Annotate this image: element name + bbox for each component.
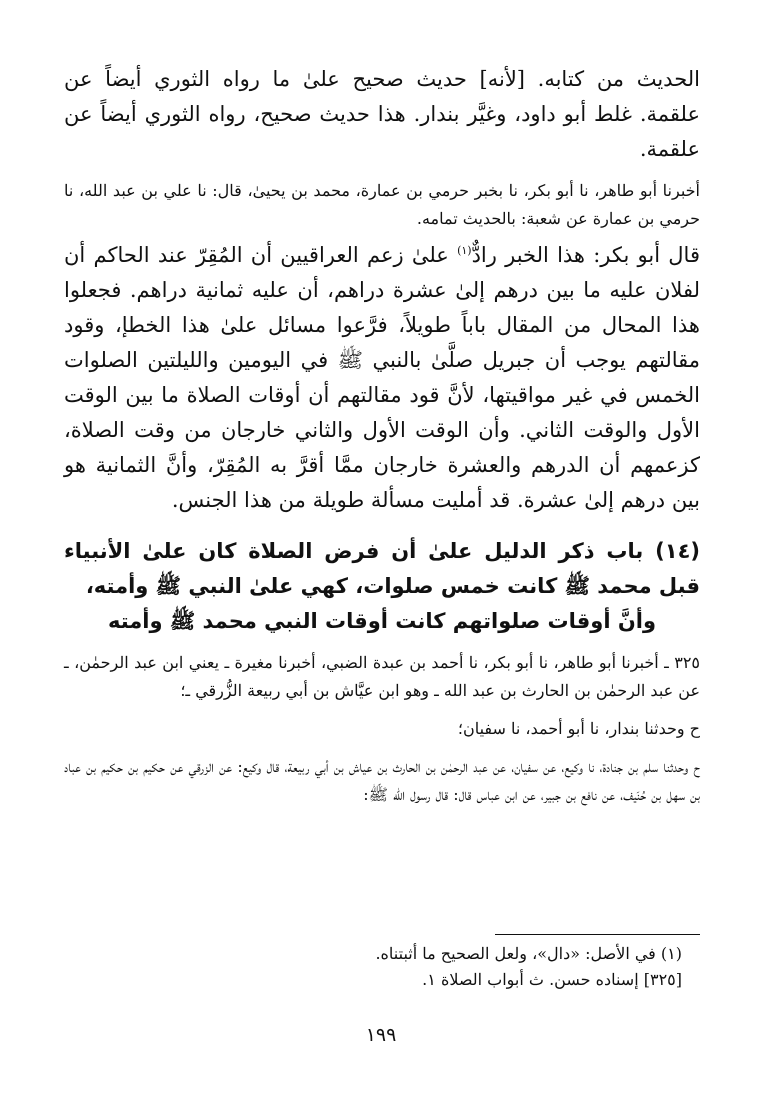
hadith-325-third-chain: ح وحدثنا سلم بن جنادة، نا وكيع، عن سفيان، عن عبد الرحمٰن بن الحارث بن عياش بن أبي ربيعة، قال وكيع: عن الزرقي عن حكيم بن حكيم بن عباد بن سهل بن حُنَيف، عن نافع بن جبير، عن ابن عباس قال: قال رسول الله ﷺ: <box>64 757 700 804</box>
paragraph-abu-bakr <box>64 233 700 518</box>
page-number: ١٩٩ <box>365 1024 397 1046</box>
page-body <box>64 62 700 809</box>
footnote-325: [٣٢٥] إسناده حسن. ث أبواب الصلاة ١. <box>422 970 682 989</box>
footnotes <box>64 934 700 993</box>
abu-bakr-text-start: قال أبو بكر: هذا الخبر رادٌّ <box>471 243 700 267</box>
chapter-heading <box>64 534 700 639</box>
footnote-divider <box>495 934 700 935</box>
footnote-1: (١) في الأصل: «دال»، ولعل الصحيح ما أثبتناه. <box>375 944 682 963</box>
abu-bakr-text-rest: علىٰ زعم العراقيين أن المُقِرّ عند الحاكم أن لفلان عليه ما بين درهم إلىٰ عشرة دراهم، أن عليه ثمانية دراهم. فجعلوا هذا المحال من المقال باباً طويلاً، فرَّعوا مسائل علىٰ هذا الخطإ، وقود مقالتهم يوجب أن جبريل صلَّىٰ بالنبي ﷺ في اليومين والليلتين الصلوات الخمس في غير مواقيتها، لأنَّ قود مقالتهم أن أوقات الصلاة ما بين الوقت الأول والوقت الثاني. وأن الوقت الأول والثاني خارجان من وقت الصلاة، كزعمهم أن الدرهم والعشرة خارجان ممَّا أقرَّ به المُقِرّ، وأنَّ الثمانية هو بين درهم إلىٰ عشرة. قد أمليت مسألة طويلة من هذا الجنس. <box>64 243 700 512</box>
footnote-ref-1: (١) <box>457 244 472 257</box>
hadith-325-second-chain: ح وحدثنا بندار، نا أبو أحمد، نا سفيان؛ <box>457 719 700 738</box>
paragraph-isnad: أخبرنا أبو طاهر، نا أبو بكر، نا بخبر حرمي بن عمارة، محمد بن يحيىٰ، قال: نا علي بن عبد الله، نا حرمي بن عمارة عن شعبة: بالحديث تمامه. <box>64 181 700 228</box>
chapter-heading-main: (١٤) باب ذكر الدليل علىٰ أن فرض الصلاة كان علىٰ الأنبياء قبل محمد ﷺ كانت خمس صلوات، كهي علىٰ النبي ﷺ وأمته، <box>64 539 700 598</box>
hadith-325-isnad: ٣٢٥ ـ أخبرنا أبو طاهر، نا أبو بكر، نا أحمد بن عبدة الضبي، أخبرنا مغيرة ـ يعني ابن عبد الرحمٰن، ـ عن عبد الرحمٰن بن الحارث بن عبد الله ـ وهو ابن عيَّاش بن أبي ربيعة الزُّرقي ـ؛ <box>64 653 701 700</box>
chapter-heading-last-line: وأنَّ أوقات صلواتهم كانت أوقات النبي محمد ﷺ وأمته <box>107 609 657 633</box>
paragraph-intro: الحديث من كتابه. [لأنه] حديث صحيح علىٰ ما رواه الثوري أيضاً عن علقمة. غلط أبو داود، وغيَّر بندار. هذا حديث صحيح، رواه الثوري أيضاً عن علقمة. <box>64 67 700 161</box>
